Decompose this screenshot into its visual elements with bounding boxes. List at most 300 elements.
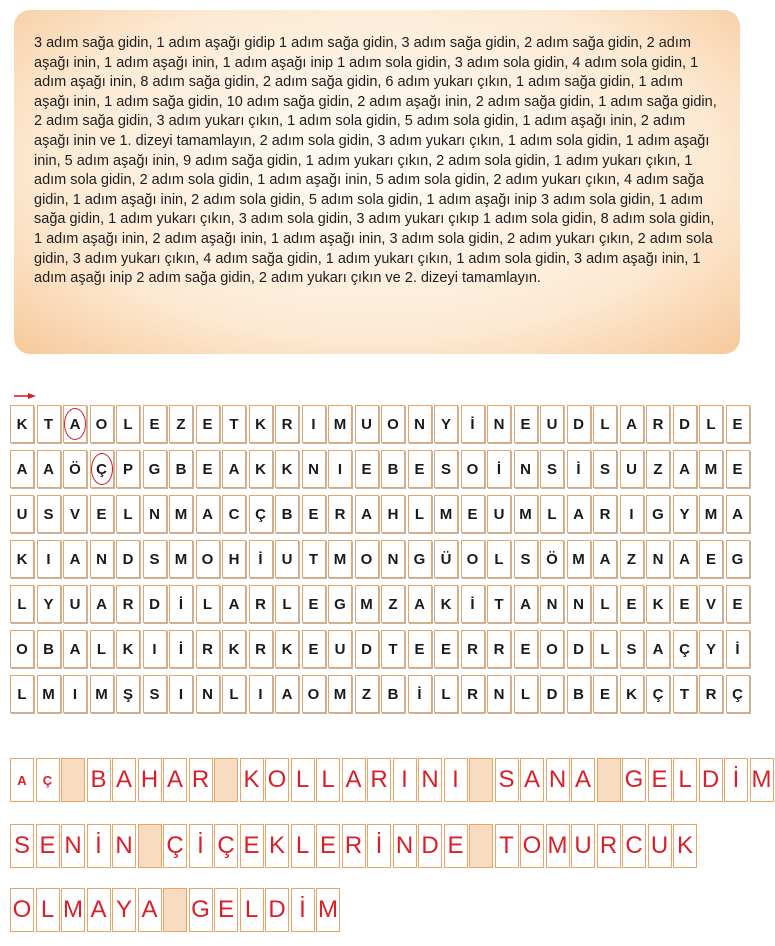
- grid-cell: [620, 675, 644, 713]
- answer-letter-cell: E: [240, 824, 264, 868]
- grid-letter: Ş: [122, 685, 133, 703]
- grid-row: [10, 585, 752, 623]
- grid-letter: İ: [178, 640, 184, 658]
- grid-letter: A: [69, 640, 81, 658]
- grid-letter: T: [494, 595, 504, 613]
- grid-cell: [461, 405, 485, 443]
- grid-letter: E: [308, 505, 319, 523]
- answer-letter-cell: M: [61, 888, 85, 932]
- grid-cell: [10, 450, 34, 488]
- answer-space-cell: [61, 758, 85, 802]
- grid-letter: U: [493, 505, 505, 523]
- grid-cell: [408, 405, 432, 443]
- grid-letter: R: [122, 595, 134, 613]
- grid-letter: D: [361, 640, 372, 658]
- grid-cell: [328, 405, 352, 443]
- grid-letter: S: [599, 460, 610, 478]
- grid-cell: [567, 450, 591, 488]
- grid-letter: O: [307, 685, 320, 703]
- grid-row: [10, 450, 752, 488]
- grid-letter: Z: [653, 460, 663, 478]
- grid-cell: [10, 405, 34, 443]
- answer-letter-cell: O: [520, 824, 544, 868]
- grid-cell: [673, 540, 697, 578]
- grid-letter: I: [258, 685, 263, 703]
- grid-letter: H: [387, 505, 399, 523]
- grid-cell: [646, 585, 670, 623]
- grid-cell: [222, 540, 246, 578]
- answer-letter-cell: L: [291, 824, 315, 868]
- grid-letter: L: [17, 595, 27, 613]
- grid-letter: M: [95, 685, 108, 703]
- grid-cell: [169, 585, 193, 623]
- grid-letter: Z: [626, 550, 637, 568]
- grid-cell: [196, 540, 220, 578]
- grid-letter: E: [705, 550, 716, 568]
- grid-letter: K: [255, 460, 266, 478]
- grid-cell: [620, 585, 644, 623]
- grid-cell: [222, 675, 246, 713]
- grid-cell: [567, 630, 591, 668]
- grid-cell: [63, 495, 87, 533]
- grid-cell: [10, 630, 34, 668]
- grid-letter: U: [626, 460, 637, 478]
- grid-letter: L: [123, 505, 133, 523]
- grid-cell: [408, 540, 432, 578]
- grid-cell: [381, 495, 405, 533]
- grid-letter: A: [43, 460, 54, 478]
- grid-letter: M: [333, 415, 347, 433]
- grid-letter: L: [600, 595, 610, 613]
- grid-cell: [699, 405, 723, 443]
- grid-cell: [381, 585, 405, 623]
- grid-cell: [646, 450, 670, 488]
- grid-cell: [487, 405, 511, 443]
- answer-letter-cell: A: [520, 758, 544, 802]
- grid-cell: [302, 675, 326, 713]
- grid-letter: B: [387, 460, 399, 478]
- answer-letter-cell: İ: [189, 824, 213, 868]
- grid-cell: [90, 495, 114, 533]
- grid-cell: [461, 675, 485, 713]
- answer-letter-cell: M: [316, 888, 340, 932]
- grid-letter: E: [361, 460, 372, 478]
- answer-letter-cell: L: [316, 758, 340, 802]
- grid-cell: [275, 450, 299, 488]
- circle-marker-icon: [64, 408, 86, 440]
- grid-letter: E: [202, 460, 213, 478]
- grid-cell: [567, 585, 591, 623]
- answer-letter-cell: İ: [367, 824, 391, 868]
- grid-cell: [646, 495, 670, 533]
- grid-letter: R: [705, 685, 717, 703]
- grid-letter: K: [16, 415, 28, 433]
- grid-cell: [593, 630, 617, 668]
- grid-cell: [116, 630, 140, 668]
- grid-cell: [355, 405, 379, 443]
- grid-cell: [249, 450, 273, 488]
- answer-space-cell: [214, 758, 238, 802]
- grid-letter: O: [201, 550, 214, 568]
- grid-letter: A: [69, 550, 81, 568]
- grid-cell: [620, 540, 644, 578]
- grid-cell: [487, 675, 511, 713]
- grid-letter: Ö: [69, 460, 81, 478]
- grid-cell: [196, 585, 220, 623]
- answer-letter-cell: L: [240, 888, 264, 932]
- grid-letter: L: [520, 685, 531, 703]
- answer-letter-cell: E: [316, 824, 340, 868]
- grid-cell: [514, 540, 538, 578]
- grid-letter: Ç: [732, 685, 743, 703]
- grid-letter: T: [43, 415, 54, 433]
- grid-cell: [461, 450, 485, 488]
- grid-letter: I: [46, 550, 51, 568]
- grid-cell: [63, 540, 87, 578]
- grid-cell: [116, 540, 140, 578]
- grid-letter: M: [174, 505, 188, 523]
- grid-cell: [328, 675, 352, 713]
- grid-letter: E: [202, 415, 213, 433]
- grid-cell: [408, 675, 432, 713]
- grid-cell: [302, 495, 326, 533]
- grid-cell: [593, 540, 617, 578]
- grid-letter: E: [732, 415, 743, 433]
- grid-letter: E: [414, 460, 425, 478]
- grid-cell: [10, 585, 34, 623]
- answer-space-cell: [163, 888, 187, 932]
- grid-cell: [699, 495, 723, 533]
- grid-cell: [222, 450, 246, 488]
- grid-letter: A: [228, 460, 240, 478]
- grid-cell: [408, 630, 432, 668]
- grid-letter: L: [547, 505, 557, 523]
- grid-letter: K: [122, 640, 134, 658]
- grid-letter: Ç: [255, 505, 266, 523]
- grid-letter: R: [255, 640, 266, 658]
- grid-letter: L: [229, 685, 239, 703]
- grid-cell: [434, 630, 458, 668]
- grid-cell: [143, 540, 167, 578]
- grid-letter: L: [706, 415, 716, 433]
- grid-letter: A: [520, 595, 531, 613]
- answer-letter-cell: R: [189, 758, 213, 802]
- grid-letter: L: [600, 415, 610, 433]
- grid-letter: A: [16, 460, 28, 478]
- grid-letter: T: [388, 640, 398, 658]
- grid-letter: L: [202, 595, 213, 613]
- grid-cell: [487, 450, 511, 488]
- grid-letter: U: [334, 640, 346, 658]
- grid-cell: [620, 405, 644, 443]
- grid-cell: [196, 405, 220, 443]
- grid-letter: B: [281, 505, 293, 523]
- grid-cell: [355, 540, 379, 578]
- grid-cell: [726, 585, 750, 623]
- answer-letter-cell: A: [87, 888, 111, 932]
- grid-letter: N: [493, 685, 505, 703]
- grid-letter: O: [16, 640, 28, 658]
- grid-letter: S: [149, 550, 160, 568]
- grid-letter: E: [149, 415, 160, 433]
- grid-cell: [116, 405, 140, 443]
- grid-cell: [434, 675, 458, 713]
- answer-letter-cell: K: [265, 824, 289, 868]
- grid-cell: [143, 585, 167, 623]
- grid-letter: İ: [576, 460, 581, 478]
- grid-cell: [37, 630, 61, 668]
- grid-cell: [593, 405, 617, 443]
- grid-letter: R: [652, 415, 664, 433]
- grid-cell: [514, 450, 538, 488]
- grid-cell: [275, 405, 299, 443]
- grid-cell: [328, 450, 352, 488]
- grid-letter: U: [546, 415, 558, 433]
- grid-letter: A: [679, 460, 690, 478]
- grid-letter: K: [255, 415, 266, 433]
- answer-letter-cell: Ç: [214, 824, 238, 868]
- grid-letter: T: [308, 550, 319, 568]
- grid-letter: B: [175, 460, 187, 478]
- grid-cell: [726, 495, 750, 533]
- grid-cell: [567, 675, 591, 713]
- grid-cell: [275, 540, 299, 578]
- grid-cell: [567, 495, 591, 533]
- grid-cell: [143, 630, 167, 668]
- grid-letter: N: [546, 595, 558, 613]
- answer-letter-cell: U: [648, 824, 672, 868]
- grid-letter: Y: [43, 595, 54, 613]
- answer-letter-cell: K: [673, 824, 697, 868]
- grid-letter: S: [546, 460, 557, 478]
- grid-letter: A: [679, 550, 690, 568]
- grid-letter: O: [546, 640, 558, 658]
- answer-letter-cell: A: [10, 758, 34, 802]
- grid-letter: L: [123, 415, 133, 433]
- grid-cell: [90, 675, 114, 713]
- grid-cell: [10, 675, 34, 713]
- grid-cell: [275, 495, 299, 533]
- grid-cell: [249, 540, 273, 578]
- answer-line-1: [10, 758, 775, 802]
- grid-cell: [673, 630, 697, 668]
- answer-letter-cell: E: [214, 888, 238, 932]
- grid-cell: [514, 495, 538, 533]
- grid-letter: İ: [178, 595, 184, 613]
- grid-row: [10, 495, 752, 533]
- answer-letter-cell: C: [622, 824, 646, 868]
- grid-letter: E: [520, 415, 531, 433]
- answer-letter-cell: G: [622, 758, 646, 802]
- grid-letter: G: [731, 550, 744, 568]
- answer-letter-cell: A: [112, 758, 136, 802]
- answer-letter-cell: N: [546, 758, 570, 802]
- grid-cell: [37, 585, 61, 623]
- grid-letter: G: [652, 505, 664, 523]
- grid-cell: [540, 405, 564, 443]
- grid-row: [10, 675, 752, 713]
- grid-cell: [620, 495, 644, 533]
- grid-letter: E: [96, 505, 107, 523]
- grid-cell: [381, 675, 405, 713]
- grid-letter: A: [626, 415, 637, 433]
- grid-cell: [10, 495, 34, 533]
- answer-letter-cell: I: [393, 758, 417, 802]
- answer-letter-cell: K: [240, 758, 264, 802]
- grid-cell: [10, 540, 34, 578]
- grid-letter: E: [414, 640, 425, 658]
- instructions-box: [14, 10, 740, 354]
- grid-cell: [249, 675, 273, 713]
- grid-cell: [143, 405, 167, 443]
- grid-cell: [620, 450, 644, 488]
- grid-cell: [699, 540, 723, 578]
- grid-letter: M: [439, 505, 453, 523]
- grid-letter: K: [16, 550, 28, 568]
- grid-cell: [37, 675, 61, 713]
- grid-letter: N: [493, 415, 505, 433]
- grid-letter: E: [732, 595, 743, 613]
- grid-cell: [222, 585, 246, 623]
- grid-letter: A: [361, 505, 372, 523]
- grid-letter: P: [122, 460, 133, 478]
- grid-letter: M: [360, 595, 373, 613]
- grid-letter: A: [599, 550, 611, 568]
- answer-letter-cell: A: [163, 758, 187, 802]
- answer-letter-cell: H: [138, 758, 162, 802]
- grid-letter: N: [573, 595, 584, 613]
- grid-cell: [699, 450, 723, 488]
- grid-cell: [143, 495, 167, 533]
- grid-letter: R: [467, 685, 478, 703]
- grid-letter: N: [202, 685, 213, 703]
- grid-cell: [302, 630, 326, 668]
- grid-cell: [434, 540, 458, 578]
- grid-cell: [302, 540, 326, 578]
- grid-letter: Z: [361, 685, 372, 703]
- grid-letter: L: [441, 685, 451, 703]
- grid-letter: K: [652, 595, 664, 613]
- grid-letter: A: [202, 505, 213, 523]
- grid-cell: [673, 405, 697, 443]
- answer-letter-cell: A: [342, 758, 366, 802]
- grid-cell: [143, 675, 167, 713]
- grid-cell: [434, 585, 458, 623]
- grid-cell: [620, 630, 644, 668]
- grid-letter: Ç: [679, 640, 690, 658]
- grid-letter: E: [467, 505, 478, 523]
- grid-letter: R: [202, 640, 213, 658]
- grid-cell: [222, 630, 246, 668]
- answer-letter-cell: B: [87, 758, 111, 802]
- grid-cell: [646, 675, 670, 713]
- grid-letter: I: [337, 460, 343, 478]
- grid-letter: K: [281, 640, 293, 658]
- grid-letter: K: [281, 460, 293, 478]
- grid-letter: A: [228, 595, 240, 613]
- answer-letter-cell: U: [571, 824, 595, 868]
- circle-marker-icon: [91, 453, 113, 485]
- grid-cell: [673, 495, 697, 533]
- answer-letter-cell: N: [393, 824, 417, 868]
- grid-cell: [249, 405, 273, 443]
- grid-cell: [487, 585, 511, 623]
- grid-cell: [673, 585, 697, 623]
- answer-letter-cell: E: [36, 824, 60, 868]
- grid-cell: [593, 495, 617, 533]
- grid-letter: M: [174, 550, 188, 568]
- grid-letter: N: [149, 505, 160, 523]
- grid-letter: E: [440, 640, 451, 658]
- grid-letter: L: [414, 505, 425, 523]
- grid-cell: [275, 675, 299, 713]
- answer-letter-cell: N: [112, 824, 136, 868]
- grid-cell: [699, 675, 723, 713]
- answer-space-cell: [469, 824, 493, 868]
- grid-letter: D: [573, 415, 584, 433]
- grid-cell: [37, 495, 61, 533]
- grid-cell: [726, 675, 750, 713]
- grid-cell: [514, 585, 538, 623]
- grid-cell: [275, 630, 299, 668]
- grid-letter: R: [467, 640, 478, 658]
- grid-letter: İ: [417, 685, 422, 703]
- grid-letter: E: [599, 685, 610, 703]
- grid-letter: B: [573, 685, 584, 703]
- grid-cell: [646, 630, 670, 668]
- grid-cell: [514, 630, 538, 668]
- grid-letter: G: [334, 595, 346, 613]
- grid-letter: L: [600, 640, 610, 658]
- grid-letter: İ: [735, 640, 740, 658]
- grid-letter: S: [440, 460, 451, 478]
- grid-cell: [355, 495, 379, 533]
- grid-cell: [567, 540, 591, 578]
- grid-letter: M: [704, 460, 718, 478]
- grid-cell: [63, 675, 87, 713]
- grid-letter: R: [281, 415, 293, 433]
- grid-cell: [90, 450, 114, 488]
- instructions-text: 3 adım sağa gidin, 1 adım aşağı gidip 1 adım sağa gidin, 3 adım sağa gidin, 2 adım sağa gidin, 2 adım aşağı inin, 1 adım aşağı inin, 1 adım aşağı inip 1 adım sola gidin, 3 adım sola gidin, 4 adım sola gidin, 1 adım aşağı inin, 8 adım sağa gidin, 2 adım sağa gidin, 6 adım yukarı çıkın, 1 adım sağa gidin, 1 adım aşağı inin, 1 adım sağa gidin, 10 adım sağa gidin, 2 adım aşağı inin, 2 adım sağa gidin, 1 adım sağa gidin, 2 adım sağa gidin, 3 adım yukarı çıkın, 1 adım sola gidin, 5 adım sola gidin, 1 adım aşağı inin, 2 adım aşağı inin ve 1. dizeyi tamamlayın, 2 adım sola gidin, 3 adım yukarı çıkın, 1 adım sola gidin, 1 adım aşağı inin, 5 adım aşağı inin, 9 adım sağa gidin, 1 adım yukarı çıkın, 2 adım sola gidin, 1 adım yukarı çıkın, 1 adım sola gidin, 2 adım sola gidin, 1 adım aşağı inin, 5 adım sola gidin, 2 adım yukarı çıkın, 4 adım sağa gidin, 1 adım aşağı inin, 2 adım sola gidin, 5 adım sola gidin, 1 adım aşağı inip 3 adım sola gidin, 1 adım sağa gidin, 1 adım yukarı çıkın, 3 adım sola gidin, 3 adım yukarı çıkıp 1 adım sola gidin, 8 adım sola gidin, 1 adım aşağı inin, 2 adım aşağı inin, 1 adım aşağı inin, 3 adım sola gidin, 2 adım yukarı çıkın, 2 adım sola gidin, 3 adım yukarı çıkın, 4 adım sağa gidin, 1 adım yukarı çıkın, 1 adım sola gidin, 3 adım aşağı inin, 1 adım aşağı inip 2 adım sağa gidin, 2 adım yukarı çıkın ve 2. dizeyi tamamlayın.: [34, 35, 717, 287]
- grid-cell: [487, 495, 511, 533]
- answer-letter-cell: O: [10, 888, 34, 932]
- grid-letter: O: [387, 415, 399, 433]
- grid-letter: A: [732, 505, 743, 523]
- grid-letter: M: [333, 685, 347, 703]
- grid-letter: Z: [388, 595, 398, 613]
- grid-cell: [540, 585, 564, 623]
- grid-cell: [461, 630, 485, 668]
- grid-letter: A: [69, 415, 81, 433]
- grid-cell: [328, 540, 352, 578]
- answer-letter-cell: L: [291, 758, 315, 802]
- grid-letter: M: [519, 505, 532, 523]
- grid-letter: B: [43, 640, 54, 658]
- grid-cell: [37, 405, 61, 443]
- grid-letter: H: [228, 550, 240, 568]
- grid-letter: I: [178, 685, 184, 703]
- answer-letter-cell: R: [597, 824, 621, 868]
- grid-letter: U: [69, 595, 81, 613]
- answer-line-3: [10, 888, 342, 932]
- grid-cell: [222, 495, 246, 533]
- grid-cell: [540, 450, 564, 488]
- grid-cell: [275, 585, 299, 623]
- grid-cell: [355, 675, 379, 713]
- grid-letter: E: [308, 640, 319, 658]
- grid-letter: R: [334, 505, 346, 523]
- grid-letter: B: [387, 685, 399, 703]
